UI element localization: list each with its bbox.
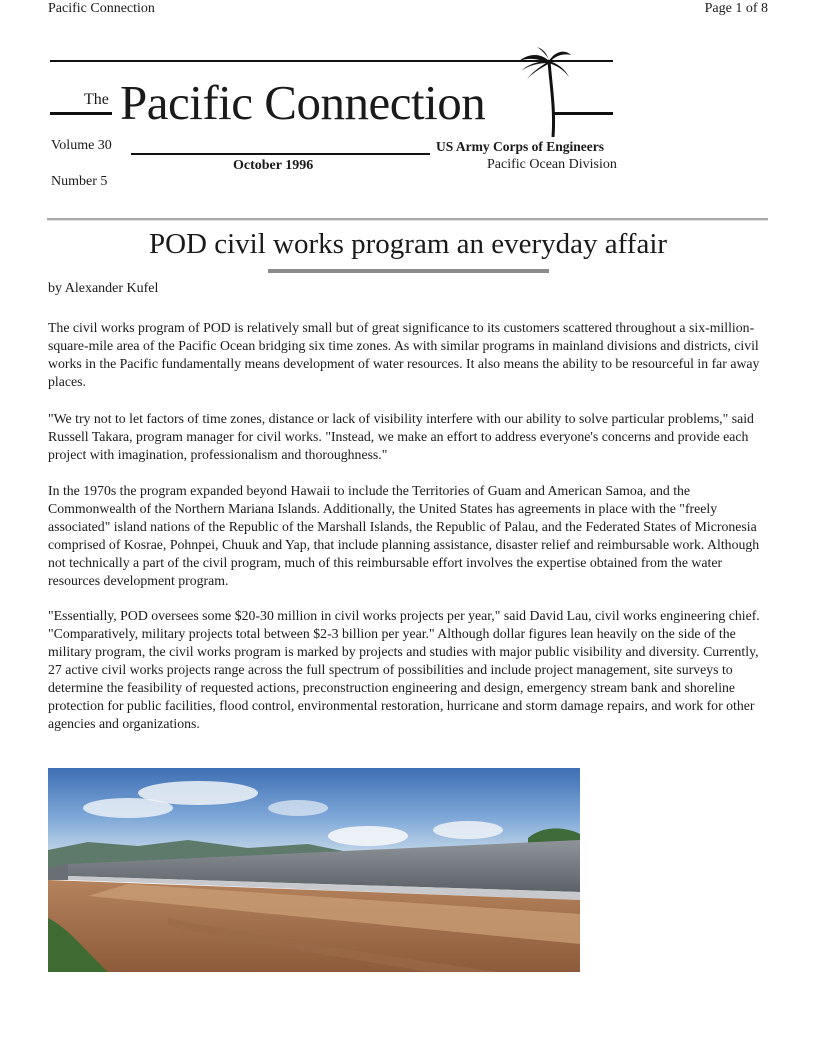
palm-tree-icon [513, 47, 573, 137]
issue-date: October 1996 [233, 158, 314, 173]
volume: Volume 30 [51, 138, 112, 153]
article-paragraph-4: "Essentially, POD oversees some $20-30 million in civil works projects per year," said David Lau, civil works engineering chief. "Comparatively, military projects total between $2-3 billion per year." Although dollar figures lean heavily on the side of the military program, the civil works program is marked by projects and studies with major public visibility and diversity. Currently, 27 active civil works projects range across the full spectrum of possibilities and include project management, site surveys to determine the feasibility of requested actions, preconstruction engineering and design, emergency stream bank and shoreline protection for public facilities, flood control, environmental restoration, hurricane and storm damage repairs, and work for other agencies and organizations. [48, 608, 760, 731]
article-paragraph-1: The civil works program of POD is relatively small but of great significance to its customers scattered throughout a six-million- square-mile area of the Pacific Ocean bridging six time zones. As with similar programs in mainland divisions and districts, civil works in the Pacific fundamentally means development of water resources. It also means the ability to be resourceful in far away places. [48, 320, 760, 389]
article-headline: POD civil works program an everyday affair [148, 228, 668, 260]
masthead-left-rule [50, 112, 112, 115]
headline-underline [268, 269, 549, 273]
article-paragraph-3: In the 1970s the program expanded beyond Hawaii to include the Territories of Guam and American Samoa, and the Commonwealth of the Northern Mariana Islands. Additionally, the United States has agreements in place with the "freely associated" island nations of the Republic of the Marshall Islands, the Republic of Palau, and the Federated States of Micronesia comprised of Kosrae, Pohnpei, Chuuk and Yap, that include planning assistance, disaster relief and reimbursable work. Although not technically a part of the civil program, much of this reimbursable effort involves the expertise obtained from the water resources development program. [48, 483, 760, 588]
volume-rule [131, 153, 430, 155]
page-number: Page 1 of 8 [704, 1, 768, 16]
article-byline: by Alexander Kufel [48, 281, 159, 296]
page-header-left: Pacific Connection [48, 1, 155, 16]
section-divider [47, 218, 768, 221]
article-paragraph-2: "We try not to let factors of time zones, distance or lack of visibility interfere with our ability to solve particular problems," said Russell Takara, program manager for civil works. "Instead, we make an effort to address everyone's concerns and provide each project with imagination, professionalism and thoroughness." [48, 411, 754, 462]
organization: US Army Corps of Engineers [436, 139, 604, 154]
masthead-the: The [84, 91, 109, 108]
issue-number: Number 5 [51, 174, 108, 189]
masthead-title: Pacific Connection [120, 75, 486, 130]
division: Pacific Ocean Division [487, 157, 617, 172]
seawall-photo [48, 768, 580, 972]
